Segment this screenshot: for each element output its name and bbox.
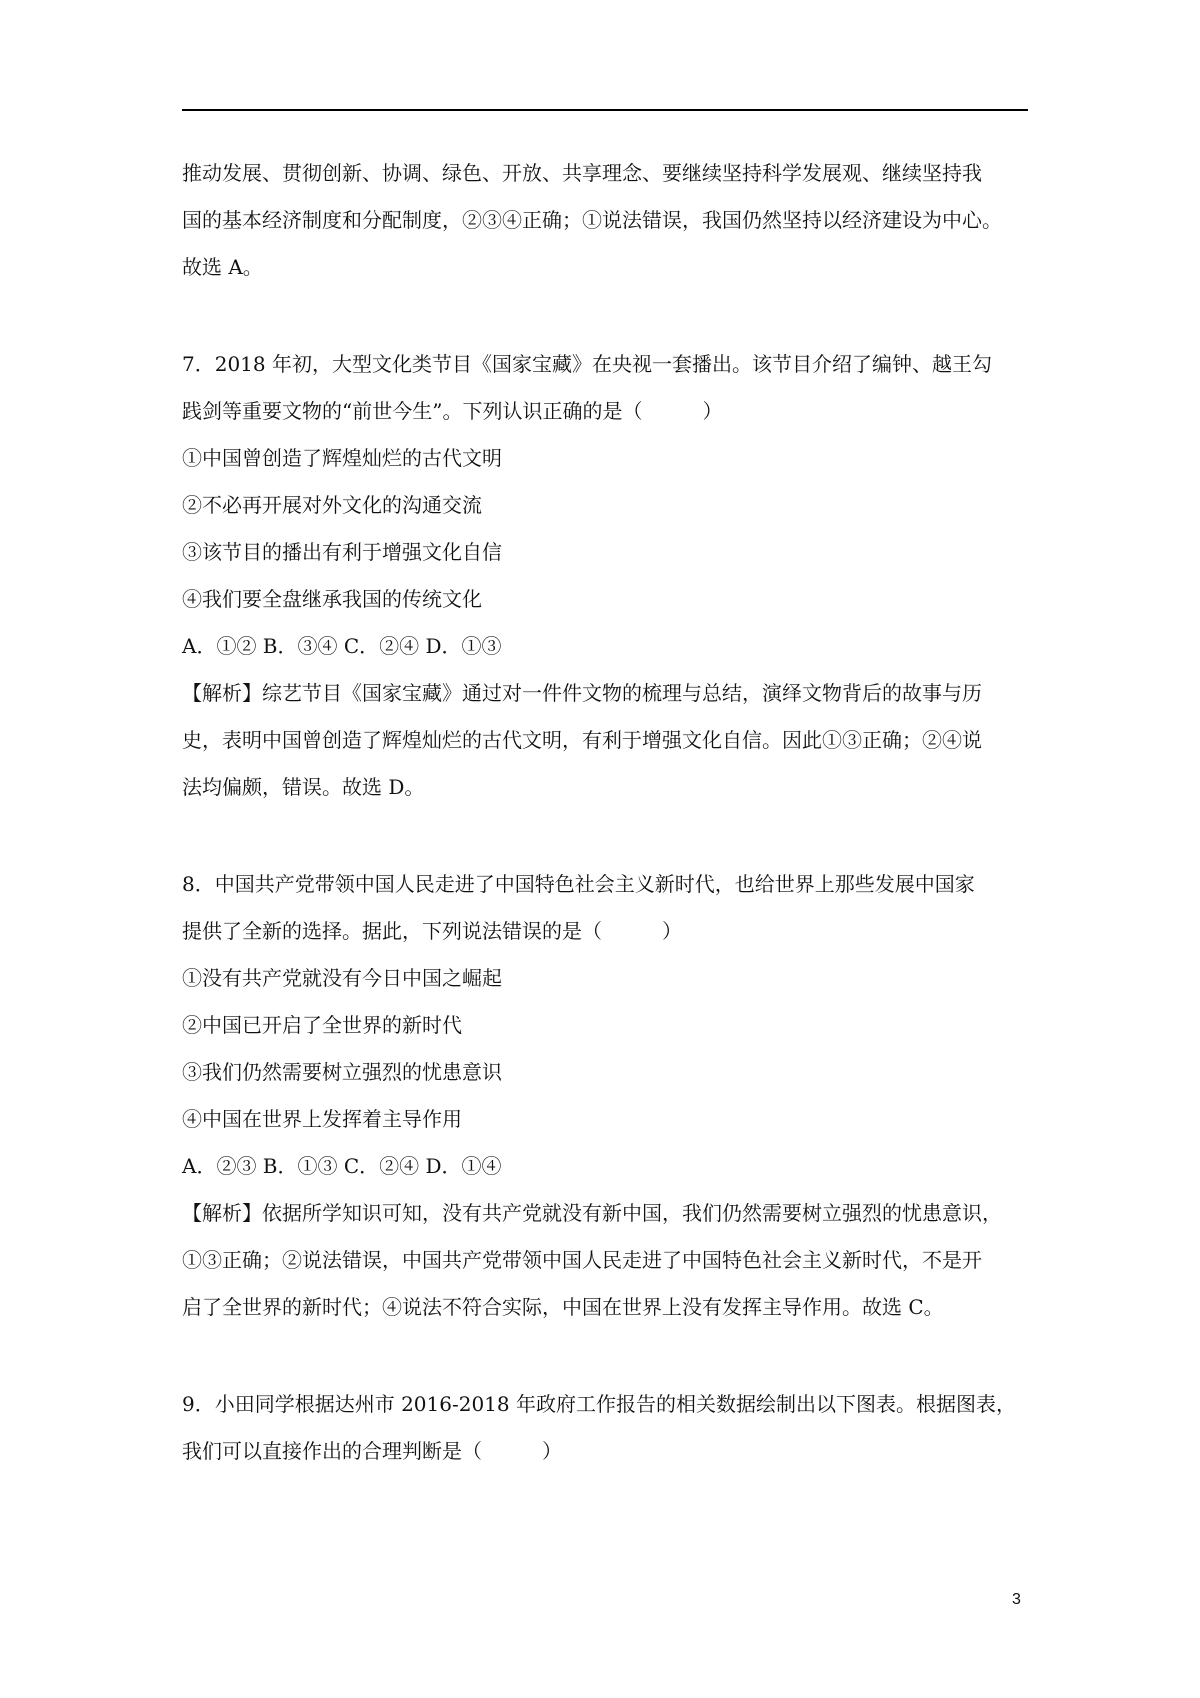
- statement-3: ③该节目的播出有利于增强文化自信: [182, 540, 502, 564]
- question-8: [182, 861, 1032, 1331]
- statement-2: ②中国已开启了全世界的新时代: [182, 1013, 462, 1037]
- question-stem: 7．2018 年初，大型文化类节目《国家宝藏》在央视一套播出。该节目介绍了编钟、越王勾: [182, 352, 992, 376]
- analysis: ①③正确；②说法错误，中国共产党带领中国人民走进了中国特色社会主义新时代，不是开: [182, 1248, 982, 1272]
- text-line: 推动发展、贯彻创新、协调、绿色、开放、共享理念、要继续坚持科学发展观、继续坚持我: [182, 161, 982, 185]
- statement-4: ④中国在世界上发挥着主导作用: [182, 1107, 462, 1131]
- analysis: 启了全世界的新时代；④说法不符合实际，中国在世界上没有发挥主导作用。故选 C。: [182, 1295, 944, 1319]
- document-body: [182, 150, 1032, 1475]
- question-stem: 9．小田同学根据达州市 2016-2018 年政府工作报告的相关数据绘制出以下图表。根据图表，: [182, 1392, 1016, 1416]
- page-number: 3: [1012, 1591, 1021, 1608]
- header-rule: [182, 109, 1028, 111]
- statement-3: ③我们仍然需要树立强烈的忧患意识: [182, 1060, 502, 1084]
- text-line: 国的基本经济制度和分配制度，②③④正确；①说法错误，我国仍然坚持以经济建设为中心。: [182, 208, 1002, 232]
- answer-options: A．①② B．③④ C．②④ D．①③: [182, 634, 502, 658]
- statement-4: ④我们要全盘继承我国的传统文化: [182, 587, 482, 611]
- answer-options: A．②③ B．①③ C．②④ D．①④: [182, 1154, 502, 1178]
- analysis: 【解析】依据所学知识可知，没有共产党就没有新中国，我们仍然需要树立强烈的忧患意识，: [182, 1201, 1002, 1225]
- text-line: 故选 A。: [182, 255, 263, 279]
- statement-1: ①中国曾创造了辉煌灿烂的古代文明: [182, 446, 502, 470]
- question-stem: 提供了全新的选择。据此，下列说法错误的是（ ）: [182, 919, 682, 943]
- question-stem: 我们可以直接作出的合理判断是（ ）: [182, 1439, 562, 1463]
- previous-answer-continuation: [182, 150, 1032, 291]
- analysis: 史，表明中国曾创造了辉煌灿烂的古代文明，有利于增强文化自信。因此①③正确；②④说: [182, 728, 982, 752]
- analysis: 法均偏颇，错误。故选 D。: [182, 775, 425, 799]
- question-7: [182, 341, 1032, 811]
- statement-2: ②不必再开展对外文化的沟通交流: [182, 493, 482, 517]
- analysis: 【解析】综艺节目《国家宝藏》通过对一件件文物的梳理与总结，演绎文物背后的故事与历: [182, 681, 982, 705]
- question-9: [182, 1381, 1032, 1475]
- question-stem: 8．中国共产党带领中国人民走进了中国特色社会主义新时代，也给世界上那些发展中国家: [182, 872, 975, 896]
- statement-1: ①没有共产党就没有今日中国之崛起: [182, 966, 502, 990]
- question-stem: 践剑等重要文物的“前世今生”。下列认识正确的是（ ）: [182, 399, 723, 423]
